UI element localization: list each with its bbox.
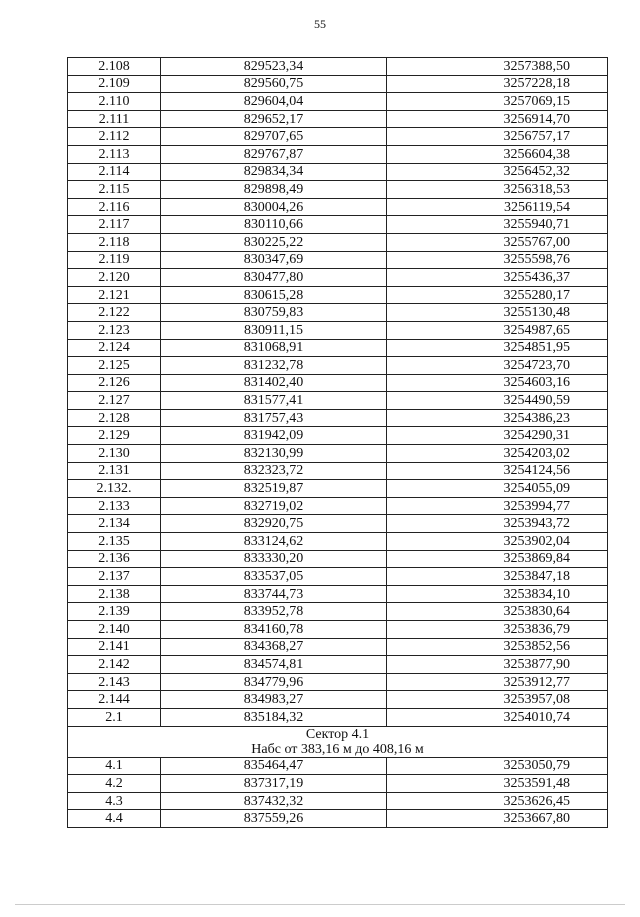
x-coordinate-cell: 830004,26 <box>161 198 387 216</box>
table-row <box>68 392 608 410</box>
y-coordinate-cell: 3253830,64 <box>387 603 608 621</box>
table-row <box>68 269 608 287</box>
x-coordinate-cell: 831232,78 <box>161 357 387 375</box>
y-coordinate-cell: 3254490,59 <box>387 392 608 410</box>
x-coordinate-cell: 832130,99 <box>161 445 387 463</box>
x-coordinate-cell: 831757,43 <box>161 409 387 427</box>
table-body-sector-4 <box>68 757 608 827</box>
x-coordinate-cell: 834368,27 <box>161 638 387 656</box>
point-number-cell: 2.139 <box>68 603 161 621</box>
point-number-cell: 2.141 <box>68 638 161 656</box>
point-number-cell: 2.144 <box>68 691 161 709</box>
y-coordinate-cell: 3256452,32 <box>387 163 608 181</box>
y-coordinate-cell: 3254723,70 <box>387 357 608 375</box>
table-row <box>68 792 608 810</box>
x-coordinate-cell: 833537,05 <box>161 568 387 586</box>
x-coordinate-cell: 829523,34 <box>161 58 387 76</box>
point-number-cell: 2.119 <box>68 251 161 269</box>
table-row <box>68 497 608 515</box>
table-row <box>68 691 608 709</box>
point-number-cell: 4.1 <box>68 757 161 775</box>
point-number-cell: 2.110 <box>68 93 161 111</box>
point-number-cell: 2.126 <box>68 374 161 392</box>
table-row <box>68 163 608 181</box>
point-number-cell: 2.128 <box>68 409 161 427</box>
table-row <box>68 775 608 793</box>
table-row <box>68 339 608 357</box>
y-coordinate-cell: 3254055,09 <box>387 480 608 498</box>
x-coordinate-cell: 830225,22 <box>161 233 387 251</box>
sector-header-group <box>68 726 608 757</box>
x-coordinate-cell: 835464,47 <box>161 757 387 775</box>
point-number-cell: 2.137 <box>68 568 161 586</box>
table-row <box>68 128 608 146</box>
table-row <box>68 304 608 322</box>
scan-edge-line <box>15 904 625 905</box>
sector-subtitle: Набс от 383,16 м до 408,16 м <box>251 741 424 757</box>
x-coordinate-cell: 829707,65 <box>161 128 387 146</box>
table-row <box>68 286 608 304</box>
table-row <box>68 198 608 216</box>
point-number-cell: 2.130 <box>68 445 161 463</box>
sector-header <box>68 726 608 757</box>
x-coordinate-cell: 831402,40 <box>161 374 387 392</box>
y-coordinate-cell: 3256119,54 <box>387 198 608 216</box>
point-number-cell: 4.3 <box>68 792 161 810</box>
point-number-cell: 2.1 <box>68 708 161 726</box>
table-row <box>68 181 608 199</box>
y-coordinate-cell: 3256757,17 <box>387 128 608 146</box>
x-coordinate-cell: 833330,20 <box>161 550 387 568</box>
table-row <box>68 427 608 445</box>
table-row <box>68 357 608 375</box>
point-number-cell: 2.125 <box>68 357 161 375</box>
point-number-cell: 2.115 <box>68 181 161 199</box>
y-coordinate-cell: 3256318,53 <box>387 181 608 199</box>
point-number-cell: 2.138 <box>68 585 161 603</box>
point-number-cell: 2.120 <box>68 269 161 287</box>
point-number-cell: 2.131 <box>68 462 161 480</box>
x-coordinate-cell: 837559,26 <box>161 810 387 828</box>
table-row <box>68 757 608 775</box>
y-coordinate-cell: 3255280,17 <box>387 286 608 304</box>
x-coordinate-cell: 830110,66 <box>161 216 387 234</box>
y-coordinate-cell: 3253994,77 <box>387 497 608 515</box>
point-number-cell: 2.112 <box>68 128 161 146</box>
x-coordinate-cell: 830759,83 <box>161 304 387 322</box>
table-body-sector-2 <box>68 58 608 727</box>
y-coordinate-cell: 3255767,00 <box>387 233 608 251</box>
y-coordinate-cell: 3257388,50 <box>387 58 608 76</box>
table-row <box>68 480 608 498</box>
table-row <box>68 321 608 339</box>
point-number-cell: 2.122 <box>68 304 161 322</box>
x-coordinate-cell: 830615,28 <box>161 286 387 304</box>
point-number-cell: 2.142 <box>68 656 161 674</box>
y-coordinate-cell: 3253626,45 <box>387 792 608 810</box>
y-coordinate-cell: 3254603,16 <box>387 374 608 392</box>
coordinates-table <box>67 57 608 828</box>
point-number-cell: 2.121 <box>68 286 161 304</box>
y-coordinate-cell: 3253877,90 <box>387 656 608 674</box>
point-number-cell: 2.113 <box>68 145 161 163</box>
x-coordinate-cell: 834983,27 <box>161 691 387 709</box>
table-row <box>68 708 608 726</box>
table-row <box>68 409 608 427</box>
point-number-cell: 2.133 <box>68 497 161 515</box>
y-coordinate-cell: 3253847,18 <box>387 568 608 586</box>
y-coordinate-cell: 3253943,72 <box>387 515 608 533</box>
point-number-cell: 2.135 <box>68 533 161 551</box>
x-coordinate-cell: 834160,78 <box>161 621 387 639</box>
x-coordinate-cell: 831577,41 <box>161 392 387 410</box>
y-coordinate-cell: 3255598,76 <box>387 251 608 269</box>
sector-title: Сектор 4.1 <box>305 726 370 742</box>
y-coordinate-cell: 3253902,04 <box>387 533 608 551</box>
y-coordinate-cell: 3255436,37 <box>387 269 608 287</box>
x-coordinate-cell: 829652,17 <box>161 110 387 128</box>
table-row <box>68 216 608 234</box>
y-coordinate-cell: 3255130,48 <box>387 304 608 322</box>
point-number-cell: 2.117 <box>68 216 161 234</box>
y-coordinate-cell: 3257228,18 <box>387 75 608 93</box>
y-coordinate-cell: 3254203,02 <box>387 445 608 463</box>
table-row <box>68 673 608 691</box>
x-coordinate-cell: 831068,91 <box>161 339 387 357</box>
table-row <box>68 145 608 163</box>
table-row <box>68 445 608 463</box>
point-number-cell: 2.118 <box>68 233 161 251</box>
point-number-cell: 2.108 <box>68 58 161 76</box>
y-coordinate-cell: 3253050,79 <box>387 757 608 775</box>
point-number-cell: 2.134 <box>68 515 161 533</box>
y-coordinate-cell: 3254851,95 <box>387 339 608 357</box>
table-row <box>68 810 608 828</box>
point-number-cell: 2.116 <box>68 198 161 216</box>
y-coordinate-cell: 3254290,31 <box>387 427 608 445</box>
y-coordinate-cell: 3253836,79 <box>387 621 608 639</box>
x-coordinate-cell: 830347,69 <box>161 251 387 269</box>
x-coordinate-cell: 832519,87 <box>161 480 387 498</box>
y-coordinate-cell: 3254987,65 <box>387 321 608 339</box>
point-number-cell: 4.4 <box>68 810 161 828</box>
x-coordinate-cell: 829834,34 <box>161 163 387 181</box>
table-row <box>68 515 608 533</box>
x-coordinate-cell: 830911,15 <box>161 321 387 339</box>
point-number-cell: 2.136 <box>68 550 161 568</box>
x-coordinate-cell: 832719,02 <box>161 497 387 515</box>
x-coordinate-cell: 829898,49 <box>161 181 387 199</box>
x-coordinate-cell: 837317,19 <box>161 775 387 793</box>
x-coordinate-cell: 830477,80 <box>161 269 387 287</box>
table-row <box>68 110 608 128</box>
y-coordinate-cell: 3253852,56 <box>387 638 608 656</box>
table-row <box>68 550 608 568</box>
table-row <box>68 75 608 93</box>
point-number-cell: 2.111 <box>68 110 161 128</box>
y-coordinate-cell: 3256604,38 <box>387 145 608 163</box>
point-number-cell: 2.127 <box>68 392 161 410</box>
table-row <box>68 58 608 76</box>
y-coordinate-cell: 3253912,77 <box>387 673 608 691</box>
x-coordinate-cell: 832323,72 <box>161 462 387 480</box>
y-coordinate-cell: 3253591,48 <box>387 775 608 793</box>
point-number-cell: 2.124 <box>68 339 161 357</box>
point-number-cell: 4.2 <box>68 775 161 793</box>
x-coordinate-cell: 829604,04 <box>161 93 387 111</box>
x-coordinate-cell: 833744,73 <box>161 585 387 603</box>
point-number-cell: 2.129 <box>68 427 161 445</box>
x-coordinate-cell: 832920,75 <box>161 515 387 533</box>
page-number: 55 <box>314 17 326 31</box>
point-number-cell: 2.123 <box>68 321 161 339</box>
x-coordinate-cell: 834574,81 <box>161 656 387 674</box>
table-row <box>68 568 608 586</box>
y-coordinate-cell: 3253834,10 <box>387 585 608 603</box>
table-row <box>68 93 608 111</box>
x-coordinate-cell: 835184,32 <box>161 708 387 726</box>
x-coordinate-cell: 834779,96 <box>161 673 387 691</box>
y-coordinate-cell: 3253869,84 <box>387 550 608 568</box>
y-coordinate-cell: 3254386,23 <box>387 409 608 427</box>
x-coordinate-cell: 833952,78 <box>161 603 387 621</box>
table-row <box>68 638 608 656</box>
table-row <box>68 585 608 603</box>
table-row <box>68 233 608 251</box>
table-row <box>68 603 608 621</box>
y-coordinate-cell: 3254010,74 <box>387 708 608 726</box>
table-row <box>68 374 608 392</box>
x-coordinate-cell: 829767,87 <box>161 145 387 163</box>
table-row <box>68 251 608 269</box>
point-number-cell: 2.114 <box>68 163 161 181</box>
y-coordinate-cell: 3256914,70 <box>387 110 608 128</box>
x-coordinate-cell: 829560,75 <box>161 75 387 93</box>
y-coordinate-cell: 3253957,08 <box>387 691 608 709</box>
table-row <box>68 621 608 639</box>
point-number-cell: 2.109 <box>68 75 161 93</box>
x-coordinate-cell: 833124,62 <box>161 533 387 551</box>
table-row <box>68 462 608 480</box>
table-row <box>68 656 608 674</box>
point-number-cell: 2.143 <box>68 673 161 691</box>
sector-header-row <box>68 726 608 757</box>
y-coordinate-cell: 3254124,56 <box>387 462 608 480</box>
x-coordinate-cell: 831942,09 <box>161 427 387 445</box>
y-coordinate-cell: 3253667,80 <box>387 810 608 828</box>
x-coordinate-cell: 837432,32 <box>161 792 387 810</box>
table-row <box>68 533 608 551</box>
y-coordinate-cell: 3257069,15 <box>387 93 608 111</box>
y-coordinate-cell: 3255940,71 <box>387 216 608 234</box>
point-number-cell: 2.132. <box>68 480 161 498</box>
point-number-cell: 2.140 <box>68 621 161 639</box>
